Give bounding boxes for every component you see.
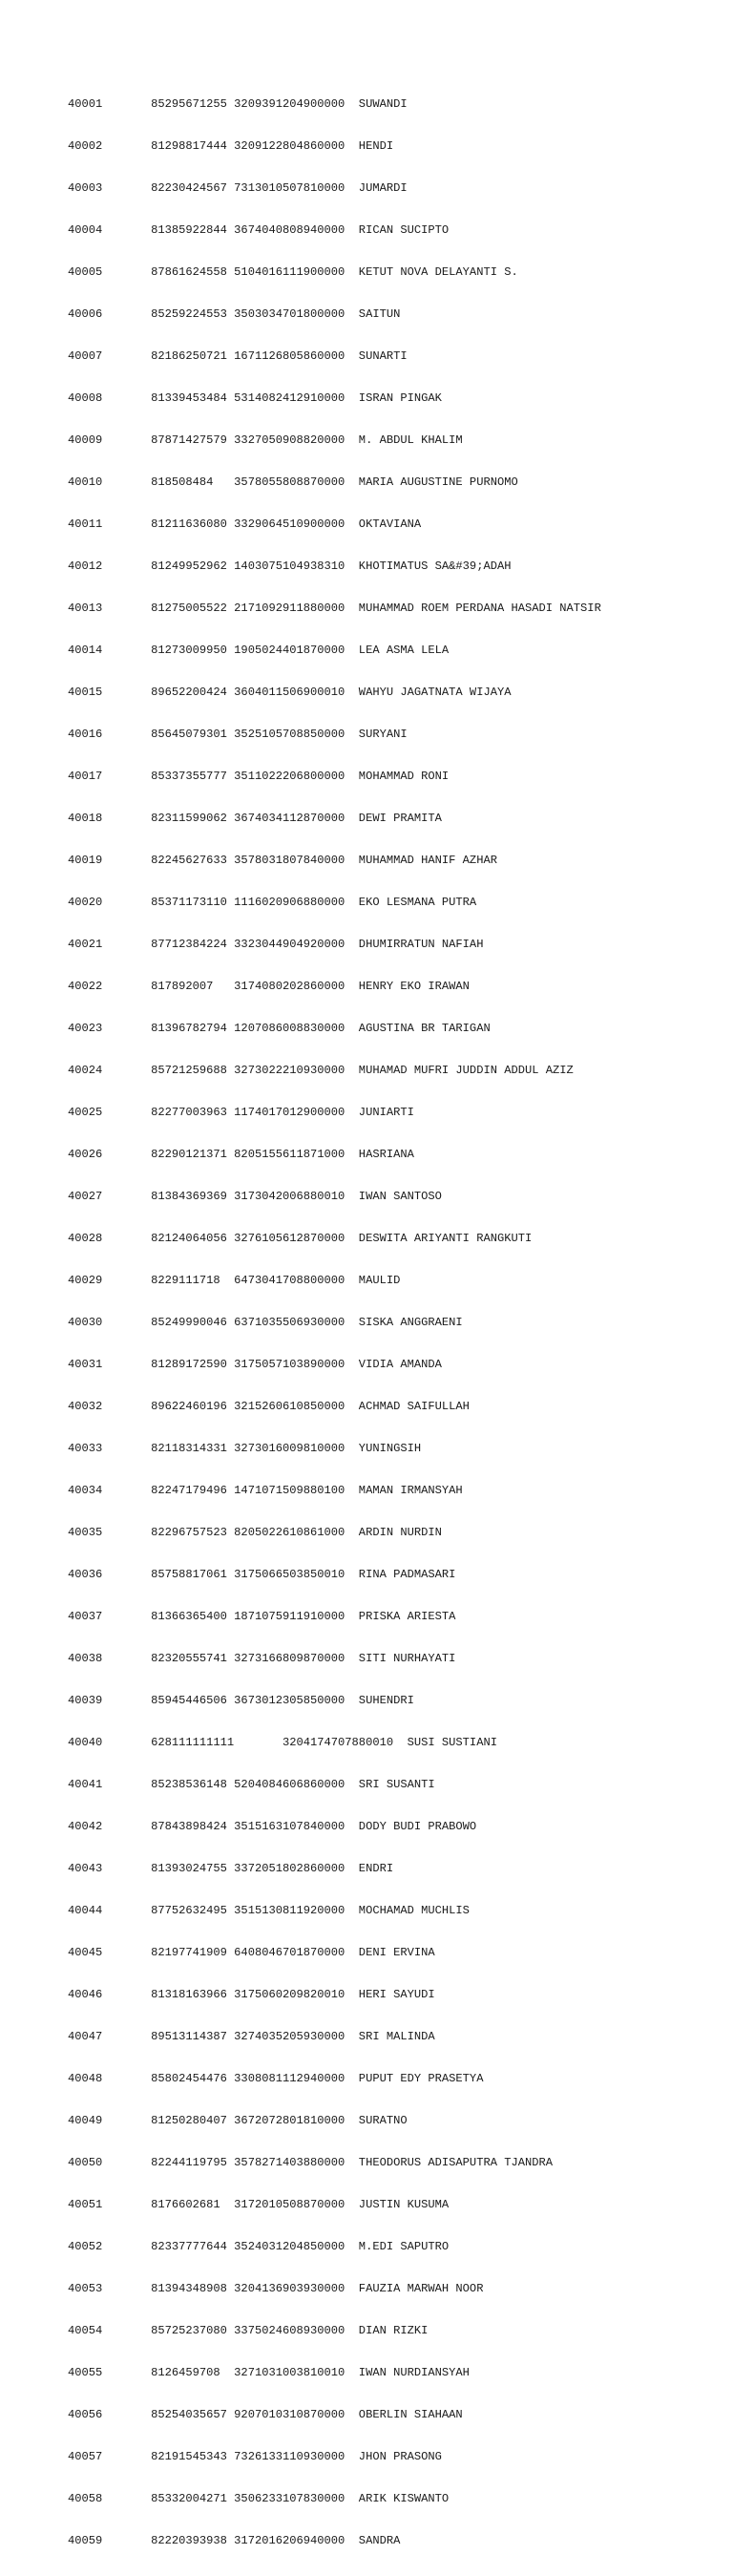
- record-row: [68, 1358, 717, 1372]
- record-line: 40041 85238536148 5204084606860000 SRI SUSANTI: [68, 1777, 435, 1791]
- record-row: [68, 1190, 717, 1204]
- record-line: 40025 82277003963 1174017012900000 JUNIARTI: [68, 1105, 414, 1119]
- record-line: 40026 82290121371 8205155611871000 HASRIANA: [68, 1147, 414, 1161]
- record-line: 40010 818508484 3578055808870000 MARIA AUGUSTINE PURNOMO: [68, 475, 518, 489]
- record-line: 40033 82118314331 3273016009810000 YUNINGSIH: [68, 1441, 422, 1455]
- record-row: [68, 2450, 717, 2464]
- record-line: 40034 82247179496 1471071509880100 MAMAN IRMANSYAH: [68, 1483, 463, 1497]
- record-row: [68, 560, 717, 574]
- record-line: 40020 85371173110 1116020906880000 EKO LESMANA PUTRA: [68, 895, 477, 909]
- record-row: [68, 644, 717, 658]
- record-row: [68, 1736, 717, 1750]
- record-list: [68, 70, 717, 2576]
- record-line: 40008 81339453484 5314082412910000 ISRAN PINGAK: [68, 391, 442, 405]
- record-row: [68, 223, 717, 238]
- record-line: 40017 85337355777 3511022206800000 MOHAMMAD RONI: [68, 769, 450, 783]
- record-line: 40058 85332004271 3506233107830000 ARIK KISWANTO: [68, 2491, 450, 2505]
- record-line: 40037 81366365400 1871075911910000 PRISKA ARIESTA: [68, 1609, 456, 1623]
- record-line: 40036 85758817061 3175066503850010 RINA PADMASARI: [68, 1567, 456, 1581]
- record-line: 40038 82320555741 3273166809870000 SITI NURHAYATI: [68, 1651, 456, 1665]
- record-line: 40001 85295671255 3209391204900000 SUWANDI: [68, 96, 408, 111]
- record-line: 40028 82124064056 3276105612870000 DESWITA ARIYANTI RANGKUTI: [68, 1231, 533, 1245]
- record-line: 40035 82296757523 8205022610861000 ARDIN NURDIN: [68, 1525, 442, 1539]
- record-line: 40024 85721259688 3273022210930000 MUHAMAD MUFRI JUDDIN ADDUL AZIZ: [68, 1063, 574, 1077]
- record-row: [68, 475, 717, 490]
- record-line: 40003 82230424567 7313010507810000 JUMARDI: [68, 180, 408, 195]
- record-line: 40047 89513114387 3274035205930000 SRI MALINDA: [68, 2029, 435, 2043]
- record-row: [68, 1820, 717, 1834]
- record-line: 40005 87861624558 5104016111900000 KETUT NOVA DELAYANTI S.: [68, 264, 518, 279]
- record-line: 40042 87843898424 3515163107840000 DODY BUDI PRABOWO: [68, 1819, 477, 1833]
- record-row: [68, 2030, 717, 2044]
- record-line: 40044 87752632495 3515130811920000 MOCHAMAD MUCHLIS: [68, 1903, 470, 1917]
- record-row: [68, 1862, 717, 1876]
- record-row: [68, 1232, 717, 1246]
- record-line: 40018 82311599062 3674034112870000 DEWI PRAMITA: [68, 811, 442, 825]
- record-row: [68, 686, 717, 700]
- record-row: [68, 2114, 717, 2128]
- record-line: 40053 81394348908 3204136903930000 FAUZIA MARWAH NOOR: [68, 2281, 484, 2295]
- record-row: [68, 2534, 717, 2548]
- record-line: 40012 81249952962 1403075104938310 KHOTIMATUS SA&#39;ADAH: [68, 559, 512, 573]
- record-line: 40009 87871427579 3327050908820000 M. ABDUL KHALIM: [68, 433, 463, 447]
- record-row: [68, 1694, 717, 1708]
- record-row: [68, 770, 717, 784]
- record-line: 40007 82186250721 1671126805860000 SUNARTI: [68, 348, 408, 363]
- record-line: 40048 85802454476 3308081112940000 PUPUT EDY PRASETYA: [68, 2071, 484, 2085]
- record-line: 40031 81289172590 3175057103890000 VIDIA AMANDA: [68, 1357, 442, 1371]
- record-row: [68, 602, 717, 616]
- record-line: 40049 81250280407 3672072801810000 SURATNO: [68, 2113, 408, 2127]
- record-row: [68, 2198, 717, 2212]
- record-line: 40013 81275005522 2171092911880000 MUHAMMAD ROEM PERDANA HASADI NATSIR: [68, 601, 601, 615]
- record-line: 40039 85945446506 3673012305850000 SUHENDRI: [68, 1693, 414, 1707]
- record-row: [68, 2072, 717, 2086]
- record-line: 40019 82245627633 3578031807840000 MUHAMMAD HANIF AZHAR: [68, 853, 497, 867]
- record-line: 40016 85645079301 3525105708850000 SURYANI: [68, 727, 408, 741]
- record-row: [68, 2156, 717, 2170]
- record-line: 40004 81385922844 3674040808940000 RICAN SUCIPTO: [68, 222, 450, 237]
- record-line: 40050 82244119795 3578271403880000 THEODORUS ADISAPUTRA TJANDRA: [68, 2155, 554, 2169]
- record-row: [68, 1778, 717, 1792]
- record-row: [68, 1610, 717, 1624]
- record-line: 40032 89622460196 3215260610850000 ACHMAD SAIFULLAH: [68, 1399, 470, 1413]
- record-row: [68, 980, 717, 994]
- record-row: [68, 265, 717, 280]
- record-row: [68, 1316, 717, 1330]
- record-row: [68, 2324, 717, 2338]
- record-line: 40040 628111111111 3204174707880010 SUSI SUSTIANI: [68, 1735, 497, 1749]
- record-row: [68, 181, 717, 196]
- record-row: [68, 517, 717, 532]
- record-row: [68, 2492, 717, 2506]
- record-row: [68, 1064, 717, 1078]
- record-line: 40052 82337777644 3524031204850000 M.EDI SAPUTRO: [68, 2239, 450, 2253]
- record-line: 40011 81211636080 3329064510900000 OKTAVIANA: [68, 517, 422, 531]
- record-row: [68, 728, 717, 742]
- record-row: [68, 2408, 717, 2422]
- record-line: 40021 87712384224 3323044904920000 DHUMIRRATUN NAFIAH: [68, 937, 484, 951]
- record-row: [68, 938, 717, 952]
- record-row: [68, 1148, 717, 1162]
- record-row: [68, 1988, 717, 2002]
- record-line: 40002 81298817444 3209122804860000 HENDI: [68, 138, 394, 153]
- record-row: [68, 1652, 717, 1666]
- record-row: [68, 896, 717, 910]
- record-line: 40022 817892007 3174080202860000 HENRY EKO IRAWAN: [68, 979, 470, 993]
- record-line: 40015 89652200424 3604011506900010 WAHYU JAGATNATA WIJAYA: [68, 685, 512, 699]
- record-row: [68, 1106, 717, 1120]
- record-row: [68, 1946, 717, 1960]
- record-line: 40023 81396782794 1207086008830000 AGUSTINA BR TARIGAN: [68, 1021, 491, 1035]
- record-row: [68, 2240, 717, 2254]
- record-row: [68, 349, 717, 364]
- record-row: [68, 307, 717, 322]
- record-line: 40046 81318163966 3175060209820010 HERI SAYUDI: [68, 1987, 435, 2001]
- record-row: [68, 854, 717, 868]
- record-row: [68, 1568, 717, 1582]
- record-line: 40055 8126459708 3271031003810010 IWAN NURDIANSYAH: [68, 2365, 470, 2379]
- record-row: [68, 1904, 717, 1918]
- record-row: [68, 433, 717, 448]
- record-row: [68, 1022, 717, 1036]
- record-line: 40030 85249990046 6371035506930000 SISKA ANGGRAENI: [68, 1315, 463, 1329]
- record-line: 40029 8229111718 6473041708800000 MAULID: [68, 1273, 401, 1287]
- record-row: [68, 1400, 717, 1414]
- record-line: 40059 82220393938 3172016206940000 SANDRA: [68, 2533, 401, 2547]
- record-row: [68, 1274, 717, 1288]
- record-row: [68, 1484, 717, 1498]
- record-row: [68, 391, 717, 406]
- record-line: 40014 81273009950 1905024401870000 LEA ASMA LELA: [68, 643, 450, 657]
- record-line: 40027 81384369369 3173042006880010 IWAN SANTOSO: [68, 1189, 442, 1203]
- record-row: [68, 812, 717, 826]
- record-row: [68, 97, 717, 112]
- record-line: 40054 85725237080 3375024608930000 DIAN RIZKI: [68, 2323, 429, 2337]
- record-line: 40043 81393024755 3372051802860000 ENDRI: [68, 1861, 394, 1875]
- record-line: 40045 82197741909 6408046701870000 DENI ERVINA: [68, 1945, 435, 1959]
- record-line: 40051 8176602681 3172010508870000 JUSTIN KUSUMA: [68, 2197, 450, 2211]
- record-row: [68, 139, 717, 154]
- record-row: [68, 2282, 717, 2296]
- record-row: [68, 2366, 717, 2380]
- record-row: [68, 1526, 717, 1540]
- record-line: 40057 82191545343 7326133110930000 JHON PRASONG: [68, 2449, 442, 2463]
- record-line: 40006 85259224553 3503034701800000 SAITUN: [68, 306, 401, 321]
- record-line: 40056 85254035657 9207010310870000 OBERLIN SIAHAAN: [68, 2407, 463, 2421]
- record-row: [68, 1442, 717, 1456]
